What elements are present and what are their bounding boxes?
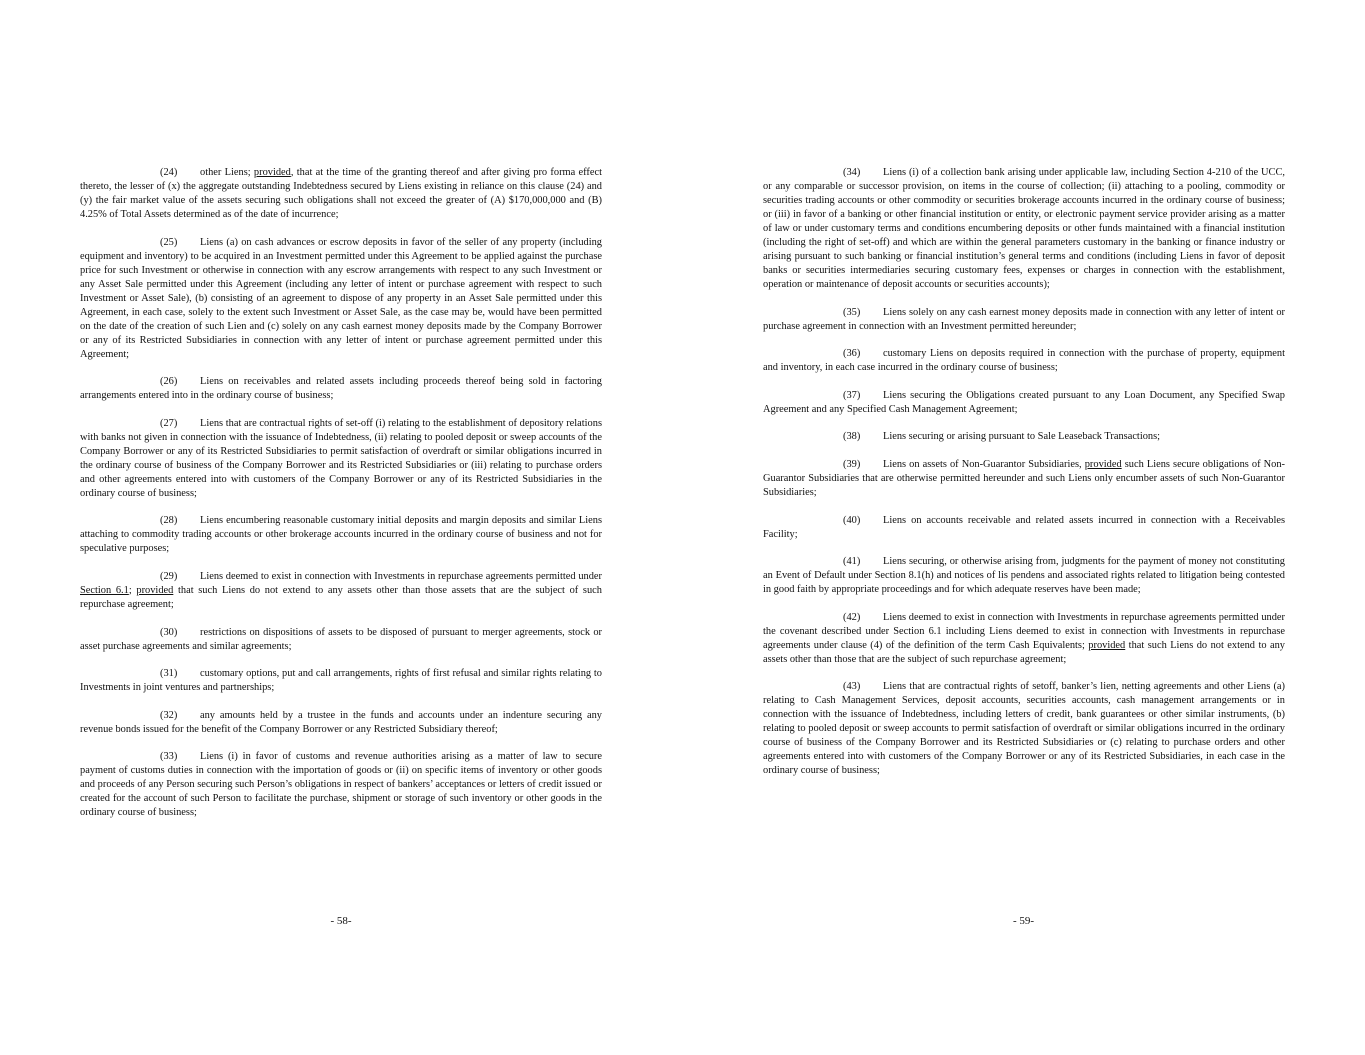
clause-number: (28) (160, 515, 178, 527)
clause-paragraph (80, 514, 602, 556)
clause-text: Liens (a) on cash advances or escrow deposits in favor of the seller of any property (including equipment and inventory) to be acquired in an Investment permitted under this Agreement to be applied against the purchase price for such Investment or otherwise in connection with any escrow arrangements with respect to any such Investment or any Asset Sale permitted under this Agreement (including any letter of intent or purchase agreement with respect to such Investment or Asset Sale), (b) consisting of an agreement to dispose of any property in an Asset Sale permitted under this Agreement, in each case, solely to the extent such Investment or Asset Sale, as the case may be, would have been permitted on the date of the creation of such Lien and (c) solely on any cash earnest money deposits made by the Company Borrower or any of its Restricted Subsidiaries in connection with any letter of intent or purchase agreement permitted under this Agreement; (80, 236, 602, 360)
clause-number: (27) (160, 417, 178, 429)
page-58-text-column (80, 166, 602, 834)
clause-text: Liens solely on any cash earnest money deposits made in connection with any letter of intent or purchase agreement in connection with an Investment permitted hereunder; (763, 306, 1285, 332)
clause-paragraph (80, 667, 602, 695)
clause-paragraph (763, 680, 1285, 778)
clause-paragraph (763, 611, 1285, 667)
clause-paragraph (763, 514, 1285, 542)
clause-paragraph (80, 570, 602, 612)
clause-text: that such Liens do not extend to any assets other than those assets that are the subject of such repurchase agreement; (80, 584, 602, 610)
clause-paragraph (80, 236, 602, 362)
clause-text: customary options, put and call arrangements, rights of first refusal and similar rights relating to Investments in joint ventures and partnerships; (80, 668, 602, 694)
clause-number: (38) (843, 431, 861, 443)
clause-number: (41) (843, 556, 861, 568)
clause-text: , that at the time of the granting thereof and after giving pro forma effect thereto, the lesser of (x) the aggregate outstanding Indebtedness secured by Liens existing in reliance on this clause (24) and (y) the fair market value of the assets securing such obligations shall not exceed the greater of (A) $170,000,000 and (B) 4.25% of Total Assets determined as of the date of incurrence; (80, 167, 602, 220)
clause-text: Liens on receivables and related assets including proceeds thereof being sold in factoring arrangements entered into in the ordinary course of business; (80, 376, 602, 402)
underlined-term: provided (1084, 458, 1122, 470)
clause-text: Liens (i) of a collection bank arising under applicable law, including Section 4-210 of the UCC, or any comparable or successor provision, on items in the course of collection; (ii) attaching to a pooling, commodity or securities trading accounts or other commodity or securities brokerage accounts incurred in the ordinary course of business; or (iii) in favor of a banking or other financial institution or entity, or electronic payment service provider arising as a matter of law or under customary terms and conditions encumbering deposits or other funds maintained with a financial institution (including the right of set-off) and which are within the general parameters customary in the banking or finance industry or arising pursuant to such banking or financial institution’s general terms and conditions (including Liens in favor of deposit banks or securities intermediaries securing customary fees, expenses or charges in connection with the establishment, operation or maintenance of deposit accounts or securities accounts); (763, 167, 1285, 290)
page-59 (682, 0, 1365, 1055)
clause-number: (43) (843, 681, 861, 693)
clause-number: (36) (843, 348, 861, 360)
clause-text: such Liens secure obligations of Non-Guarantor Subsidiaries that are otherwise permitted hereunder and such Liens only encumber assets of such Non-Guarantor Subsidiaries; (763, 458, 1285, 498)
clause-number: (24) (160, 167, 178, 178)
page-59-text-column (763, 166, 1285, 792)
clause-text: Liens encumbering reasonable customary initial deposits and margin deposits and similar Liens attaching to commodity trading accounts or other brokerage accounts incurred in the ordinary course of business and not for speculative purposes; (80, 515, 602, 555)
clause-paragraph (80, 166, 602, 222)
clause-paragraph (80, 750, 602, 820)
clause-text: Liens on accounts receivable and related assets incurred in connection with a Receivables Facility; (763, 514, 1285, 540)
clause-text: ; (128, 584, 137, 596)
page-number: - 58- (330, 915, 352, 927)
clause-text: Liens on assets of Non-Guarantor Subsidiaries, (883, 458, 1085, 470)
clause-number: (34) (843, 167, 861, 178)
clause-paragraph (80, 417, 602, 501)
clause-text: any amounts held by a trustee in the funds and accounts under an indenture securing any revenue bonds issued for the benefit of the Company Borrower or any Restricted Subsidiary thereof; (80, 709, 602, 735)
clause-paragraph (763, 555, 1285, 597)
clause-number: (25) (160, 236, 178, 248)
clause-paragraph (763, 166, 1285, 292)
clause-number: (31) (160, 668, 178, 680)
clause-text: other Liens; (200, 167, 254, 178)
clause-text: Liens that are contractual rights of set-off (i) relating to the establishment of depository relations with banks not given in connection with the issuance of Indebtedness, (ii) relating to pooled deposit or sweep accounts of the Company Borrower or any of its Restricted Subsidiaries to permit satisfaction of overdraft or similar obligations incurred in the ordinary course of business of the Company Borrower and its Restricted Subsidiaries or (iii) relating to purchase orders and other agreements entered into with customers of the Company Borrower or any of its Restricted Subsidiaries in the ordinary course of business; (80, 417, 602, 499)
clause-text: Liens (i) in favor of customs and revenue authorities arising as a matter of law to secure payment of customs duties in connection with the importation of goods or (ii) on specific items of inventory or other goods and proceeds of any Person securing such Person’s obligations in respect of bankers’ acceptances or letters of credit issued or created for the account of such Person to facilitate the purchase, shipment or storage of such inventory or other goods in the ordinary course of business; (80, 751, 602, 819)
clause-number: (39) (843, 458, 861, 470)
clause-number: (40) (843, 514, 861, 526)
underlined-term: provided (136, 584, 174, 596)
clause-text: Liens deemed to exist in connection with Investments in repurchase agreements permitted under (200, 570, 602, 582)
clause-text: Liens securing the Obligations created pursuant to any Loan Document, any Specified Swap Agreement and any Specified Cash Management Agreement; (763, 389, 1285, 415)
clause-number: (29) (160, 570, 178, 582)
clause-paragraph (763, 389, 1285, 417)
clause-paragraph (763, 306, 1285, 334)
clause-text: that such Liens do not extend to any assets other than those that are the subject of such repurchase agreement; (763, 639, 1285, 665)
clause-number: (37) (843, 389, 861, 401)
clause-paragraph (80, 375, 602, 403)
page-58 (0, 0, 682, 1055)
clause-text: Liens securing or arising pursuant to Sale Leaseback Transactions; (883, 431, 1161, 443)
clause-paragraph (763, 458, 1285, 500)
underlined-term: Section 6.1 (80, 584, 129, 596)
clause-text: Liens deemed to exist in connection with Investments in repurchase agreements permitted under the covenant described under Section 6.1 including Liens deemed to exist in connection with Investments in repurchase agreements under clause (4) of the definition of the term Cash Equivalents; (763, 611, 1285, 651)
clause-text: Liens that are contractual rights of setoff, banker’s lien, netting agreements and other Liens (a) relating to Cash Management Services, deposit accounts, securities accounts, cash management arrangements or in connection with the issuance of Indebtedness, including letters of credit, bank guarantees or other similar instruments, (b) relating to pooled deposit or sweep accounts to permit satisfaction of overdraft or similar obligations incurred in the ordinary course of business of the Company Borrower and its Restricted Subsidiaries or (c) relating to purchase orders and other agreements entered into with customers of the Company Borrower or any of its Restricted Subsidiaries, in each case in the ordinary course of business; (763, 681, 1285, 777)
clause-paragraph (80, 709, 602, 737)
clause-number: (33) (160, 751, 178, 763)
clause-text: customary Liens on deposits required in connection with the purchase of property, equipment and inventory, in each case incurred in the ordinary course of business; (763, 348, 1285, 374)
clause-number: (32) (160, 709, 178, 721)
clause-number: (26) (160, 376, 178, 388)
clause-text: Liens securing, or otherwise arising from, judgments for the payment of money not constituting an Event of Default under Section 8.1(h) and notices of lis pendens and associated rights related to litigation being contested in good faith by appropriate proceedings and for which adequate reserves have been made; (763, 556, 1285, 596)
clause-text: restrictions on dispositions of assets to be disposed of pursuant to merger agreements, stock or asset purchase agreements and similar agreements; (80, 626, 602, 652)
page-number: - 59- (1012, 915, 1035, 927)
underlined-term: provided (253, 167, 291, 178)
clause-number: (42) (843, 611, 861, 623)
clause-paragraph (763, 347, 1285, 375)
underlined-term: provided (1088, 639, 1126, 651)
clause-number: (35) (843, 306, 861, 318)
clause-number: (30) (160, 626, 178, 638)
clause-paragraph (80, 626, 602, 654)
clause-paragraph (763, 430, 1285, 444)
